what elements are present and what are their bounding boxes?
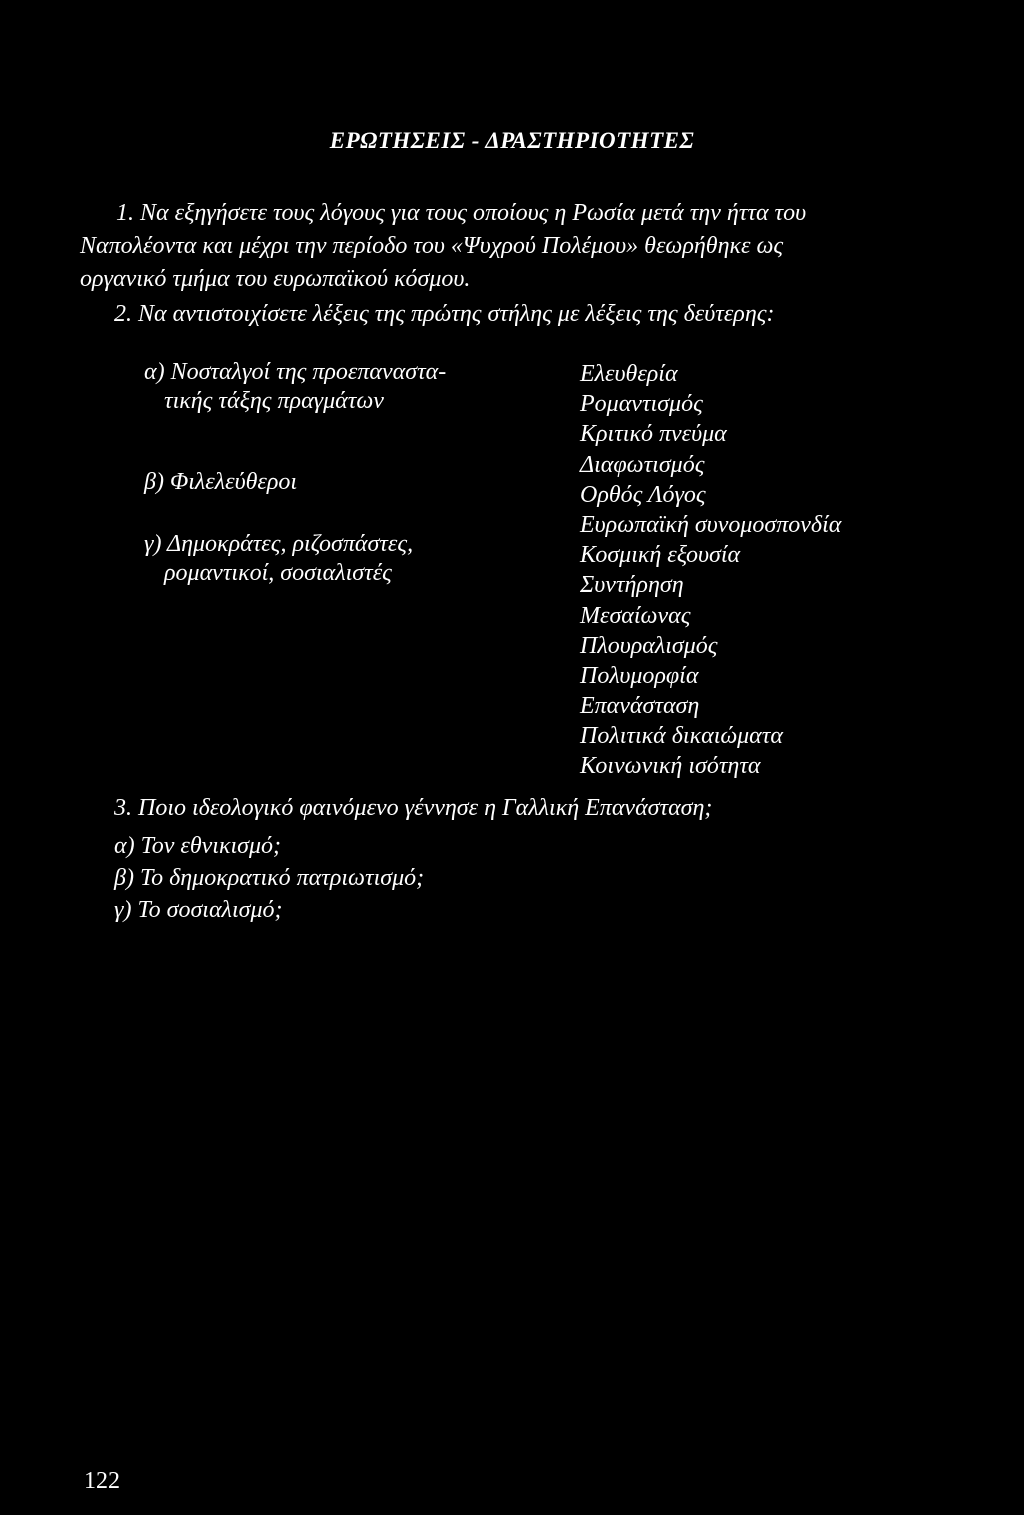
question-3-option-c: γ) Το σοσιαλισμό;: [114, 897, 283, 923]
right-item: Ελευθερία: [580, 361, 678, 387]
left-item-c: [144, 531, 413, 587]
question-2-prompt: 2. Να αντιστοιχίσετε λέξεις της πρώτης στήλης με λέξεις της δεύτερης:: [114, 301, 775, 327]
right-item: Διαφωτισμός: [580, 451, 705, 478]
question-3-options: [114, 830, 424, 926]
right-item: Κοινωνική ισότητα: [580, 753, 761, 780]
right-item: Ορθός Λόγος: [580, 481, 706, 508]
right-item: Πολυμορφία: [580, 662, 699, 689]
right-item: Μεσαίωνας: [580, 602, 691, 629]
right-item: Πλουραλισμός: [580, 632, 718, 659]
question-3-option-b: β) Το δημοκρατικό πατριωτισμό;: [114, 865, 425, 891]
left-item-a-line-1: α) Νοσταλγοί της προεπαναστα-: [144, 359, 447, 385]
question-3-prompt: 3. Ποιο ιδεολογικό φαινόμενο γέννησε η Γαλλική Επανάσταση;: [114, 795, 713, 821]
right-item: Κριτικό πνεύμα: [580, 421, 727, 448]
question-1-line-2: Ναπολέοντα και μέχρι την περίοδο του «Ψυχρού Πολέμου» θεωρήθηκε ως: [80, 233, 784, 259]
right-item: Ευρωπαϊκή συνομοσπονδία: [580, 511, 842, 538]
left-item-b: [144, 469, 297, 496]
question-1: [80, 197, 960, 296]
question-3-option-a: α) Τον εθνικισμό;: [114, 833, 282, 859]
page-number: 122: [84, 1468, 120, 1494]
right-column: [580, 359, 841, 782]
left-item-b-line-1: β) Φιλελεύθεροι: [144, 469, 298, 495]
question-1-line-3: οργανικό τμήμα του ευρωπαϊκού κόσμου.: [80, 266, 471, 292]
right-item: Πολιτικά δικαιώματα: [580, 723, 783, 750]
left-item-c-line-1: γ) Δημοκράτες, ριζοσπάστες,: [144, 531, 414, 557]
left-item-a-line-2: τικής τάξης πραγμάτων: [164, 388, 384, 414]
right-item: Ρομαντισμός: [580, 391, 703, 418]
right-item: Κοσμική εξουσία: [580, 542, 741, 569]
left-item-a: [144, 359, 446, 415]
question-1-line-1: 1. Να εξηγήσετε τους λόγους για τους οποίους η Ρωσία μετά την ήττα του: [116, 200, 807, 226]
right-item: Επανάσταση: [580, 693, 700, 720]
page-title: ΕΡΩΤΗΣΕΙΣ - ΔΡΑΣΤΗΡΙΟΤΗΤΕΣ: [329, 128, 695, 153]
right-item: Συντήρηση: [580, 572, 684, 599]
left-item-c-line-2: ρομαντικοί, σοσιαλιστές: [164, 560, 392, 586]
